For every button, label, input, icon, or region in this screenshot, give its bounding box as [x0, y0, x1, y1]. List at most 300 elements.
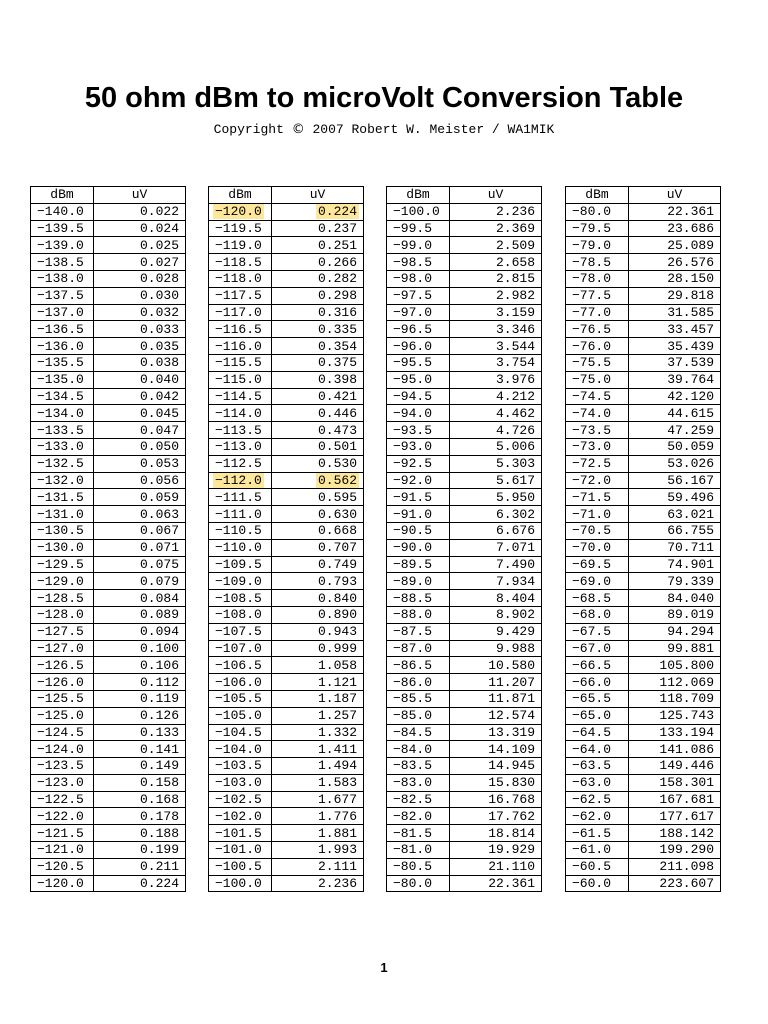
- dbm-cell: [31, 489, 94, 506]
- dbm-cell: [31, 573, 94, 590]
- microvolt-value: 0.501: [317, 439, 357, 455]
- column-header-uv: uV: [629, 187, 721, 204]
- microvolt-cell: [450, 606, 542, 623]
- microvolt-cell: [450, 858, 542, 875]
- microvolt-cell: [629, 220, 721, 237]
- microvolt-value: 39.764: [667, 372, 714, 388]
- microvolt-cell: [629, 606, 721, 623]
- microvolt-value: 13.319: [488, 724, 535, 740]
- dbm-cell: [566, 489, 629, 506]
- microvolt-value: 19.929: [488, 842, 535, 858]
- microvolt-value: 7.934: [495, 573, 535, 589]
- table-row: [566, 220, 721, 237]
- microvolt-cell: [94, 237, 186, 254]
- microvolt-value: 0.106: [139, 657, 179, 673]
- dbm-value: −123.0: [37, 775, 84, 791]
- microvolt-value: 0.298: [317, 288, 357, 304]
- dbm-cell: [387, 758, 450, 775]
- dbm-cell: [566, 741, 629, 758]
- microvolt-value: 158.301: [659, 775, 714, 791]
- dbm-value: −138.5: [37, 254, 84, 270]
- microvolt-value: 8.404: [495, 590, 535, 606]
- microvolt-value: 11.207: [488, 674, 535, 690]
- dbm-value: −107.5: [215, 624, 262, 640]
- microvolt-value: 6.676: [495, 523, 535, 539]
- dbm-cell: [387, 774, 450, 791]
- table-row: [566, 573, 721, 590]
- dbm-value: −72.0: [572, 472, 612, 488]
- microvolt-value: 0.224: [139, 876, 179, 892]
- microvolt-value: 0.398: [317, 372, 357, 388]
- microvolt-value: 0.999: [317, 640, 357, 656]
- dbm-value: −92.0: [393, 472, 433, 488]
- table-row: [31, 203, 186, 220]
- dbm-cell: [387, 472, 450, 489]
- microvolt-value: 6.302: [495, 506, 535, 522]
- microvolt-cell: [450, 875, 542, 892]
- microvolt-cell: [450, 371, 542, 388]
- dbm-cell: [31, 808, 94, 825]
- table-row: [566, 422, 721, 439]
- microvolt-cell: [450, 573, 542, 590]
- microvolt-value: 0.316: [317, 304, 357, 320]
- microvolt-value: 79.339: [667, 573, 714, 589]
- microvolt-value: 35.439: [667, 338, 714, 354]
- microvolt-cell: [94, 690, 186, 707]
- microvolt-cell: [450, 623, 542, 640]
- microvolt-cell: [94, 674, 186, 691]
- table-row: [387, 438, 542, 455]
- table-row: [209, 758, 364, 775]
- table-row: [387, 220, 542, 237]
- microvolt-value: 2.982: [495, 288, 535, 304]
- dbm-cell: [31, 657, 94, 674]
- microvolt-cell: [450, 808, 542, 825]
- table-row: [209, 875, 364, 892]
- table-row: [31, 590, 186, 607]
- microvolt-cell: [94, 758, 186, 775]
- microvolt-cell: [94, 472, 186, 489]
- microvolt-cell: [629, 539, 721, 556]
- dbm-cell: [387, 254, 450, 271]
- microvolt-value: 0.053: [139, 456, 179, 472]
- table-row: [387, 472, 542, 489]
- table-row: [387, 791, 542, 808]
- microvolt-cell: [94, 388, 186, 405]
- dbm-value: −74.5: [572, 388, 612, 404]
- microvolt-value: 223.607: [659, 876, 714, 892]
- dbm-value: −89.0: [393, 573, 433, 589]
- microvolt-value: 133.194: [659, 724, 714, 740]
- microvolt-value: 211.098: [659, 859, 714, 875]
- dbm-cell: [387, 842, 450, 859]
- microvolt-cell: [94, 556, 186, 573]
- dbm-value: −114.0: [215, 405, 262, 421]
- microvolt-value: 1.187: [317, 691, 357, 707]
- microvolt-cell: [629, 522, 721, 539]
- dbm-cell: [566, 758, 629, 775]
- dbm-cell: [566, 858, 629, 875]
- microvolt-value: 22.361: [488, 876, 535, 892]
- table-row: [209, 203, 364, 220]
- dbm-cell: [209, 472, 272, 489]
- dbm-value: −102.5: [215, 792, 262, 808]
- dbm-cell: [31, 539, 94, 556]
- microvolt-cell: [450, 422, 542, 439]
- dbm-cell: [566, 338, 629, 355]
- dbm-cell: [387, 741, 450, 758]
- table-row: [209, 438, 364, 455]
- microvolt-value: 125.743: [659, 708, 714, 724]
- dbm-cell: [31, 304, 94, 321]
- microvolt-cell: [94, 405, 186, 422]
- table-row: [566, 657, 721, 674]
- dbm-value: −135.0: [37, 372, 84, 388]
- dbm-value: −85.0: [393, 708, 433, 724]
- dbm-value: −90.5: [393, 523, 433, 539]
- dbm-value: −91.5: [393, 489, 433, 505]
- microvolt-value: 0.141: [139, 741, 179, 757]
- dbm-value: −121.5: [37, 825, 84, 841]
- table-row: [387, 304, 542, 321]
- microvolt-cell: [272, 506, 364, 523]
- dbm-cell: [387, 405, 450, 422]
- microvolt-value: 1.776: [317, 808, 357, 824]
- dbm-cell: [209, 825, 272, 842]
- table-row: [31, 690, 186, 707]
- microvolt-value: 0.211: [139, 859, 179, 875]
- dbm-cell: [387, 338, 450, 355]
- dbm-value: −82.0: [393, 808, 433, 824]
- microvolt-value: 10.580: [488, 657, 535, 673]
- table-row: [31, 640, 186, 657]
- dbm-value: −104.5: [215, 724, 262, 740]
- table-row: [566, 203, 721, 220]
- microvolt-cell: [272, 237, 364, 254]
- dbm-value: −100.0: [393, 204, 440, 220]
- dbm-cell: [209, 287, 272, 304]
- dbm-cell: [209, 237, 272, 254]
- dbm-value: −70.5: [572, 523, 612, 539]
- microvolt-cell: [94, 254, 186, 271]
- table-row: [209, 825, 364, 842]
- dbm-value: −95.5: [393, 355, 433, 371]
- microvolt-cell: [94, 825, 186, 842]
- table-row: [31, 758, 186, 775]
- table-row: [209, 506, 364, 523]
- dbm-value: −87.5: [393, 624, 433, 640]
- dbm-value: −126.5: [37, 657, 84, 673]
- microvolt-value: 22.361: [667, 204, 714, 220]
- microvolt-value: 0.282: [317, 271, 357, 287]
- dbm-cell: [31, 842, 94, 859]
- microvolt-cell: [450, 690, 542, 707]
- microvolt-cell: [272, 573, 364, 590]
- microvolt-cell: [272, 791, 364, 808]
- microvolt-cell: [272, 774, 364, 791]
- table-row: [31, 472, 186, 489]
- dbm-cell: [387, 640, 450, 657]
- dbm-cell: [566, 203, 629, 220]
- microvolt-cell: [94, 287, 186, 304]
- table-row: [209, 556, 364, 573]
- microvolt-cell: [272, 254, 364, 271]
- dbm-cell: [31, 270, 94, 287]
- dbm-value: −65.0: [572, 708, 612, 724]
- microvolt-value: 33.457: [667, 321, 714, 337]
- microvolt-cell: [272, 825, 364, 842]
- microvolt-cell: [94, 422, 186, 439]
- microvolt-cell: [272, 724, 364, 741]
- microvolt-cell: [629, 808, 721, 825]
- dbm-value: −115.0: [215, 372, 262, 388]
- dbm-cell: [31, 875, 94, 892]
- dbm-cell: [387, 623, 450, 640]
- microvolt-cell: [450, 741, 542, 758]
- table-row: [209, 573, 364, 590]
- dbm-cell: [566, 455, 629, 472]
- table-row: [209, 674, 364, 691]
- dbm-cell: [387, 522, 450, 539]
- microvolt-value: 0.100: [139, 640, 179, 656]
- dbm-value: −73.5: [572, 422, 612, 438]
- microvolt-cell: [450, 354, 542, 371]
- table-row: [209, 304, 364, 321]
- microvolt-value: 0.112: [139, 674, 179, 690]
- table-row: [387, 875, 542, 892]
- dbm-cell: [209, 791, 272, 808]
- dbm-value: −125.0: [37, 708, 84, 724]
- dbm-cell: [387, 354, 450, 371]
- microvolt-value: 66.755: [667, 523, 714, 539]
- dbm-value: −110.0: [215, 540, 262, 556]
- dbm-value: −131.5: [37, 489, 84, 505]
- dbm-value: −120.5: [37, 859, 84, 875]
- table-row: [31, 724, 186, 741]
- table-row: [387, 556, 542, 573]
- microvolt-value: 0.067: [139, 523, 179, 539]
- dbm-value: −111.0: [215, 506, 262, 522]
- table-row: [387, 724, 542, 741]
- microvolt-cell: [272, 556, 364, 573]
- dbm-value: −62.5: [572, 792, 612, 808]
- dbm-value: −97.5: [393, 288, 433, 304]
- microvolt-cell: [450, 724, 542, 741]
- microvolt-cell: [94, 808, 186, 825]
- dbm-cell: [209, 455, 272, 472]
- table-row: [209, 623, 364, 640]
- microvolt-cell: [450, 304, 542, 321]
- dbm-cell: [209, 623, 272, 640]
- dbm-value: −132.0: [37, 472, 84, 488]
- table-row: [209, 422, 364, 439]
- dbm-value: −140.0: [37, 204, 84, 220]
- table-row: [387, 842, 542, 859]
- dbm-cell: [387, 422, 450, 439]
- dbm-value: −125.5: [37, 691, 84, 707]
- table-row: [387, 623, 542, 640]
- table-row: [31, 438, 186, 455]
- microvolt-cell: [629, 354, 721, 371]
- dbm-value: −112.0: [215, 472, 262, 488]
- dbm-value: −109.5: [215, 556, 262, 572]
- dbm-cell: [387, 674, 450, 691]
- table-row: [387, 808, 542, 825]
- microvolt-value: 3.159: [495, 304, 535, 320]
- dbm-value: −67.0: [572, 640, 612, 656]
- dbm-cell: [566, 388, 629, 405]
- dbm-cell: [209, 657, 272, 674]
- table-row: [31, 741, 186, 758]
- table-row: [566, 606, 721, 623]
- microvolt-value: 0.079: [139, 573, 179, 589]
- microvolt-value: 59.496: [667, 489, 714, 505]
- table-row: [209, 489, 364, 506]
- microvolt-value: 0.126: [139, 708, 179, 724]
- microvolt-value: 1.583: [317, 775, 357, 791]
- microvolt-cell: [94, 354, 186, 371]
- dbm-cell: [387, 321, 450, 338]
- table-row: [387, 573, 542, 590]
- dbm-cell: [566, 556, 629, 573]
- dbm-value: −78.5: [572, 254, 612, 270]
- microvolt-value: 0.943: [317, 624, 357, 640]
- microvolt-value: 2.815: [495, 271, 535, 287]
- dbm-value: −133.0: [37, 439, 84, 455]
- microvolt-cell: [629, 237, 721, 254]
- table-row: [209, 254, 364, 271]
- dbm-value: −107.0: [215, 640, 262, 656]
- microvolt-value: 0.089: [139, 607, 179, 623]
- table-row: [31, 388, 186, 405]
- table-row: [31, 270, 186, 287]
- dbm-value: −76.5: [572, 321, 612, 337]
- dbm-value: −80.0: [393, 876, 433, 892]
- dbm-value: −86.0: [393, 674, 433, 690]
- microvolt-cell: [94, 455, 186, 472]
- microvolt-cell: [450, 237, 542, 254]
- table-row: [31, 405, 186, 422]
- microvolt-value: 14.109: [488, 741, 535, 757]
- microvolt-cell: [94, 741, 186, 758]
- table-row: [31, 354, 186, 371]
- microvolt-cell: [272, 321, 364, 338]
- microvolt-value: 9.429: [495, 624, 535, 640]
- table-row: [566, 590, 721, 607]
- table-row: [31, 506, 186, 523]
- table-row: [209, 791, 364, 808]
- dbm-value: −116.0: [215, 338, 262, 354]
- dbm-value: −83.0: [393, 775, 433, 791]
- microvolt-value: 18.814: [488, 825, 535, 841]
- table-row: [31, 825, 186, 842]
- microvolt-value: 0.595: [317, 489, 357, 505]
- microvolt-cell: [629, 422, 721, 439]
- microvolt-cell: [94, 573, 186, 590]
- dbm-cell: [566, 237, 629, 254]
- dbm-cell: [387, 606, 450, 623]
- microvolt-value: 2.509: [495, 237, 535, 253]
- microvolt-value: 5.617: [495, 472, 535, 488]
- dbm-cell: [209, 422, 272, 439]
- microvolt-cell: [450, 674, 542, 691]
- table-row: [209, 472, 364, 489]
- microvolt-cell: [272, 808, 364, 825]
- dbm-value: −99.5: [393, 220, 433, 236]
- microvolt-cell: [629, 304, 721, 321]
- dbm-value: −68.0: [572, 607, 612, 623]
- dbm-value: −130.0: [37, 540, 84, 556]
- microvolt-value: 3.754: [495, 355, 535, 371]
- dbm-cell: [387, 573, 450, 590]
- table-row: [209, 321, 364, 338]
- dbm-value: −137.5: [37, 288, 84, 304]
- microvolt-cell: [272, 875, 364, 892]
- dbm-value: −117.0: [215, 304, 262, 320]
- dbm-cell: [31, 371, 94, 388]
- dbm-value: −81.5: [393, 825, 433, 841]
- microvolt-cell: [450, 590, 542, 607]
- table-row: [31, 220, 186, 237]
- microvolt-cell: [272, 455, 364, 472]
- dbm-value: −99.0: [393, 237, 433, 253]
- dbm-cell: [31, 354, 94, 371]
- microvolt-value: 21.110: [488, 859, 535, 875]
- microvolt-value: 14.945: [488, 758, 535, 774]
- dbm-cell: [566, 724, 629, 741]
- table-row: [387, 657, 542, 674]
- dbm-value: −77.0: [572, 304, 612, 320]
- dbm-value: −106.0: [215, 674, 262, 690]
- microvolt-cell: [629, 842, 721, 859]
- dbm-cell: [566, 774, 629, 791]
- dbm-cell: [387, 875, 450, 892]
- table-row: [387, 590, 542, 607]
- microvolt-value: 0.335: [317, 321, 357, 337]
- microvolt-value: 188.142: [659, 825, 714, 841]
- table-row: [566, 287, 721, 304]
- dbm-value: −100.5: [215, 859, 262, 875]
- dbm-value: −137.0: [37, 304, 84, 320]
- microvolt-value: 74.901: [667, 556, 714, 572]
- dbm-cell: [31, 287, 94, 304]
- dbm-cell: [387, 690, 450, 707]
- microvolt-value: 0.063: [139, 506, 179, 522]
- microvolt-value: 0.354: [317, 338, 357, 354]
- dbm-cell: [209, 875, 272, 892]
- microvolt-cell: [629, 489, 721, 506]
- conversion-table-1: [30, 186, 186, 892]
- microvolt-value: 23.686: [667, 220, 714, 236]
- microvolt-value: 31.585: [667, 304, 714, 320]
- table-row: [387, 354, 542, 371]
- microvolt-value: 0.040: [139, 372, 179, 388]
- dbm-value: −127.0: [37, 640, 84, 656]
- dbm-value: −117.5: [215, 288, 262, 304]
- microvolt-cell: [450, 254, 542, 271]
- microvolt-cell: [272, 304, 364, 321]
- microvolt-value: 89.019: [667, 607, 714, 623]
- copyright-text: 2007 Robert W. Meister / WA1MIK: [304, 122, 555, 137]
- microvolt-value: 94.294: [667, 624, 714, 640]
- dbm-value: −79.5: [572, 220, 612, 236]
- microvolt-cell: [450, 707, 542, 724]
- dbm-value: −67.5: [572, 624, 612, 640]
- dbm-value: −98.0: [393, 271, 433, 287]
- dbm-cell: [209, 539, 272, 556]
- table-row: [209, 657, 364, 674]
- microvolt-value: 3.544: [495, 338, 535, 354]
